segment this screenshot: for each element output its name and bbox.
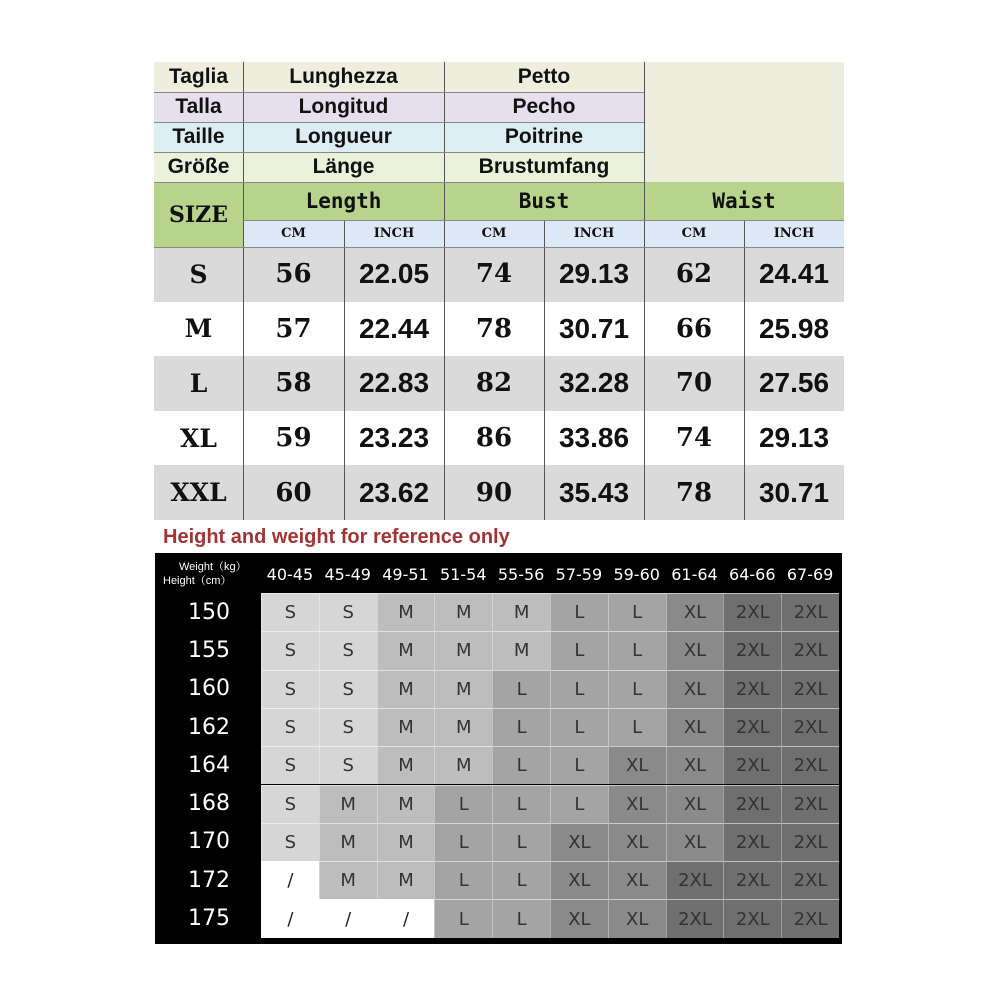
size-value: 30.71 — [744, 465, 844, 520]
size-row-label: S — [154, 247, 243, 302]
size-cell: M — [377, 823, 435, 861]
size-value: 70 — [644, 356, 744, 411]
weight-column-header: 64-66 — [723, 555, 781, 593]
size-value: 27.56 — [744, 356, 844, 411]
size-cell: XL — [666, 785, 724, 823]
size-value: 29.13 — [744, 411, 844, 466]
weight-column-header: 49-51 — [377, 555, 435, 593]
divider — [154, 92, 644, 93]
size-cell: 2XL — [723, 631, 781, 669]
size-value: 24.41 — [744, 247, 844, 302]
size-value: 59 — [243, 411, 344, 466]
size-cell: L — [434, 899, 492, 937]
size-cell: M — [377, 746, 435, 784]
height-row-label: 150 — [157, 593, 261, 631]
size-cell: 2XL — [781, 631, 839, 669]
height-row-label: 155 — [157, 631, 261, 669]
lang-length-label: Länge — [243, 152, 444, 182]
size-cell: L — [492, 899, 550, 937]
weight-column-header: 51-54 — [434, 555, 492, 593]
size-cell: S — [261, 746, 319, 784]
size-cell: 2XL — [723, 746, 781, 784]
size-cell: S — [261, 631, 319, 669]
lang-length-label: Lunghezza — [243, 62, 444, 92]
size-cell: M — [377, 861, 435, 899]
divider — [644, 62, 645, 182]
lang-bust-label: Poitrine — [444, 122, 644, 152]
size-cell: XL — [608, 899, 666, 937]
size-cell: M — [377, 785, 435, 823]
unit-label: CM — [444, 220, 544, 247]
size-cell: L — [492, 823, 550, 861]
size-cell: L — [434, 785, 492, 823]
unit-label: CM — [644, 220, 744, 247]
height-row-label: 172 — [157, 861, 261, 899]
divider — [644, 182, 645, 520]
size-cell: / — [377, 899, 435, 937]
height-row-label: 175 — [157, 899, 261, 937]
size-value: 90 — [444, 465, 544, 520]
weight-column-header: 55-56 — [492, 555, 550, 593]
size-cell: 2XL — [781, 785, 839, 823]
size-cell: 2XL — [723, 593, 781, 631]
divider — [544, 220, 545, 520]
size-value: 32.28 — [544, 356, 644, 411]
size-cell: L — [492, 746, 550, 784]
size-cell: 2XL — [781, 670, 839, 708]
size-cell: S — [319, 670, 377, 708]
weight-axis-label: Weight（kg） — [179, 561, 247, 573]
size-cell: L — [608, 670, 666, 708]
size-cell: 2XL — [781, 823, 839, 861]
size-cell: M — [377, 631, 435, 669]
weight-column-header: 61-64 — [666, 555, 724, 593]
size-cell: L — [550, 631, 608, 669]
size-cell: M — [434, 670, 492, 708]
size-cell: M — [319, 823, 377, 861]
lang-blank — [644, 62, 844, 182]
size-value: 74 — [444, 247, 544, 302]
divider — [154, 122, 644, 123]
size-cell: L — [550, 785, 608, 823]
size-cell: L — [492, 785, 550, 823]
weight-column-header: 45-49 — [319, 555, 377, 593]
size-value: 25.98 — [744, 302, 844, 357]
lang-size-label: Talla — [154, 92, 243, 122]
height-axis-label: Height（cm） — [163, 575, 232, 587]
size-value: 56 — [243, 247, 344, 302]
divider — [154, 152, 644, 153]
weight-column-header: 57-59 — [550, 555, 608, 593]
size-cell: L — [550, 670, 608, 708]
size-value: 22.44 — [344, 302, 444, 357]
size-cell: L — [550, 593, 608, 631]
height-row-label: 170 — [157, 823, 261, 861]
size-cell: XL — [550, 823, 608, 861]
size-cell: 2XL — [723, 823, 781, 861]
size-cell: XL — [666, 631, 724, 669]
size-cell: 2XL — [781, 746, 839, 784]
size-value: 82 — [444, 356, 544, 411]
size-cell: XL — [608, 861, 666, 899]
size-cell: M — [492, 593, 550, 631]
size-cell: XL — [608, 746, 666, 784]
size-value: 62 — [644, 247, 744, 302]
lang-size-label: Taglia — [154, 62, 243, 92]
size-cell: L — [550, 708, 608, 746]
unit-label: INCH — [344, 220, 444, 247]
size-cell: / — [261, 861, 319, 899]
lang-length-label: Longitud — [243, 92, 444, 122]
size-value: 30.71 — [544, 302, 644, 357]
size-row-label: XXL — [154, 465, 243, 520]
column-header-waist: Waist — [644, 182, 844, 220]
size-cell: S — [261, 785, 319, 823]
size-cell: S — [319, 746, 377, 784]
size-cell: S — [261, 593, 319, 631]
unit-label: INCH — [544, 220, 644, 247]
size-cell: M — [434, 631, 492, 669]
size-cell: M — [377, 593, 435, 631]
size-row-label: M — [154, 302, 243, 357]
column-header-length: Length — [243, 182, 444, 220]
column-header-bust: Bust — [444, 182, 644, 220]
size-value: 74 — [644, 411, 744, 466]
size-value: 23.23 — [344, 411, 444, 466]
size-cell: M — [434, 708, 492, 746]
size-cell: 2XL — [723, 899, 781, 937]
size-cell: M — [377, 670, 435, 708]
size-value: 78 — [644, 465, 744, 520]
size-cell: M — [492, 631, 550, 669]
size-cell: XL — [666, 708, 724, 746]
size-cell: XL — [550, 861, 608, 899]
size-cell: 2XL — [723, 785, 781, 823]
size-cell: L — [434, 861, 492, 899]
weight-column-header: 67-69 — [781, 555, 839, 593]
size-cell: M — [319, 861, 377, 899]
height-weight-grid — [155, 553, 842, 944]
size-row-label: XL — [154, 411, 243, 466]
unit-label: INCH — [744, 220, 844, 247]
size-cell: S — [319, 708, 377, 746]
lang-bust-label: Pecho — [444, 92, 644, 122]
size-cell: L — [492, 708, 550, 746]
size-cell: S — [319, 593, 377, 631]
size-value: 33.86 — [544, 411, 644, 466]
divider — [154, 247, 844, 248]
size-cell: L — [492, 861, 550, 899]
size-cell: 2XL — [666, 861, 724, 899]
size-value: 78 — [444, 302, 544, 357]
size-cell: L — [608, 631, 666, 669]
size-cell: M — [377, 708, 435, 746]
size-value: 35.43 — [544, 465, 644, 520]
size-cell: XL — [666, 593, 724, 631]
lang-bust-label: Brustumfang — [444, 152, 644, 182]
size-value: 86 — [444, 411, 544, 466]
size-cell: XL — [608, 785, 666, 823]
size-cell: 2XL — [666, 899, 724, 937]
divider — [243, 220, 844, 221]
size-value: 22.83 — [344, 356, 444, 411]
reference-title: Height and weight for reference only — [163, 526, 510, 548]
size-cell: M — [434, 593, 492, 631]
size-cell: S — [261, 670, 319, 708]
size-cell: S — [261, 823, 319, 861]
size-cell: M — [434, 746, 492, 784]
divider — [154, 182, 644, 183]
size-value: 23.62 — [344, 465, 444, 520]
height-row-label: 162 — [157, 708, 261, 746]
lang-length-label: Longueur — [243, 122, 444, 152]
size-value: 58 — [243, 356, 344, 411]
size-cell: XL — [608, 823, 666, 861]
weight-column-header: 40-45 — [261, 555, 319, 593]
size-value: 22.05 — [344, 247, 444, 302]
weight-column-header: 59-60 — [608, 555, 666, 593]
size-cell: 2XL — [781, 708, 839, 746]
size-cell: 2XL — [723, 708, 781, 746]
size-cell: L — [608, 708, 666, 746]
size-cell: XL — [666, 746, 724, 784]
size-cell: S — [261, 708, 319, 746]
size-cell: / — [319, 899, 377, 937]
lang-size-label: Größe — [154, 152, 243, 182]
size-value: 66 — [644, 302, 744, 357]
divider — [744, 220, 745, 520]
divider — [243, 182, 244, 520]
height-row-label: 160 — [157, 670, 261, 708]
size-header: SIZE — [154, 182, 243, 247]
size-cell: M — [319, 785, 377, 823]
size-cell: L — [608, 593, 666, 631]
corner-header — [157, 555, 261, 593]
divider — [444, 182, 445, 520]
size-value: 60 — [243, 465, 344, 520]
size-row-label: L — [154, 356, 243, 411]
lang-bust-label: Petto — [444, 62, 644, 92]
size-cell: XL — [666, 670, 724, 708]
height-row-label: 164 — [157, 746, 261, 784]
size-cell: 2XL — [781, 593, 839, 631]
size-cell: 2XL — [781, 861, 839, 899]
size-cell: S — [319, 631, 377, 669]
lang-size-label: Taille — [154, 122, 243, 152]
size-cell: L — [492, 670, 550, 708]
size-cell: 2XL — [781, 899, 839, 937]
unit-label: CM — [243, 220, 344, 247]
size-cell: 2XL — [723, 670, 781, 708]
divider — [344, 220, 345, 520]
size-value: 57 — [243, 302, 344, 357]
size-cell: L — [434, 823, 492, 861]
height-row-label: 168 — [157, 785, 261, 823]
size-value: 29.13 — [544, 247, 644, 302]
size-cell: XL — [550, 899, 608, 937]
size-cell: XL — [666, 823, 724, 861]
size-cell: / — [261, 899, 319, 937]
size-cell: L — [550, 746, 608, 784]
size-cell: 2XL — [723, 861, 781, 899]
